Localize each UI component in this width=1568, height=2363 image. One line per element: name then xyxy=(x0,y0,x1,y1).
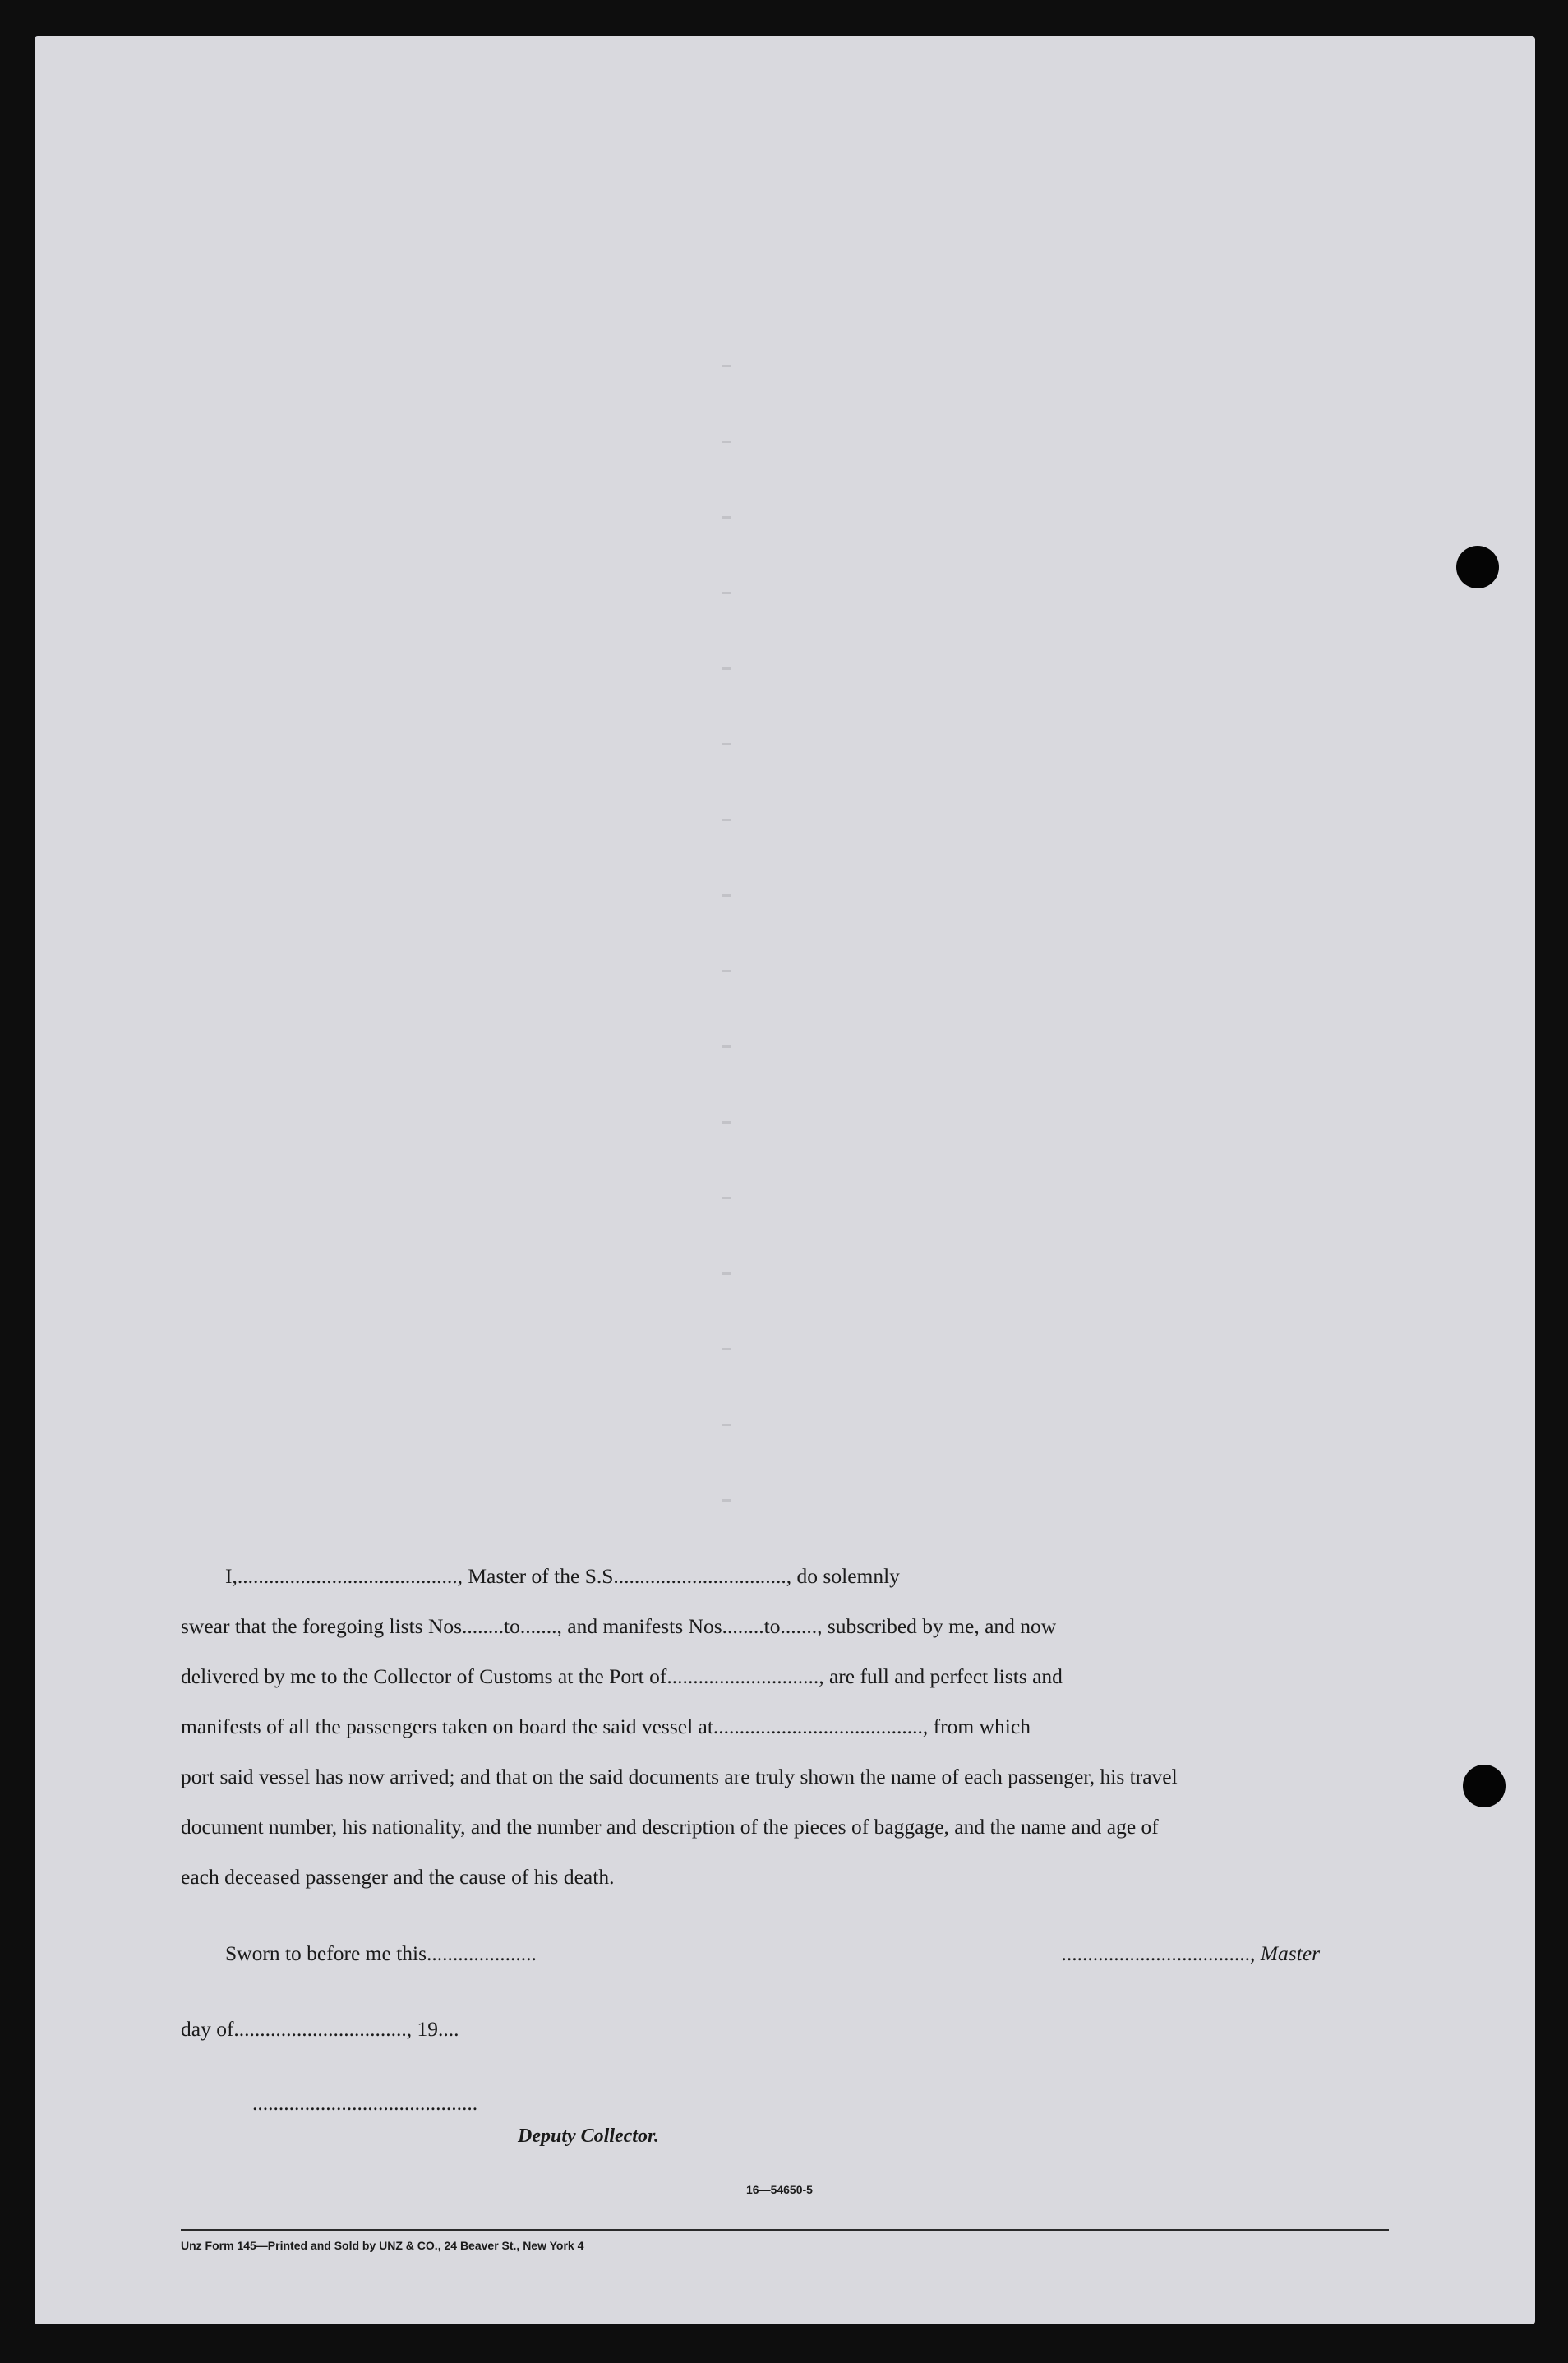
punch-hole-top xyxy=(1456,546,1499,588)
footer-divider xyxy=(181,2229,1389,2231)
master-oath-paragraph xyxy=(181,1551,1389,1902)
oath-line: swear that the foregoing lists Nos........to......., and manifests Nos........to......., subscribed by me, and now xyxy=(181,1614,1057,1638)
deputy-collector-label: Deputy Collector. xyxy=(518,2125,659,2147)
printer-footer: Unz Form 145—Printed and Sold by UNZ & CO., 24 Beaver St., New York 4 xyxy=(181,2239,584,2252)
oath-line: document number, his nationality, and the number and description of the pieces of baggage, and the name and age of xyxy=(181,1815,1159,1839)
form-code: 16—54650-5 xyxy=(746,2183,813,2196)
oath-line: port said vessel has now arrived; and that on the said documents are truly shown the name of each passenger, his travel xyxy=(181,1765,1178,1788)
punch-hole-bottom xyxy=(1463,1765,1506,1807)
master-label: Master xyxy=(1260,1941,1320,1965)
oath-line: each deceased passenger and the cause of his death. xyxy=(181,1865,615,1889)
day-field: day of................................., 19.... xyxy=(181,2017,459,2041)
document-sheet xyxy=(35,36,1535,2324)
sworn-date-field: Sworn to before me this..................... xyxy=(225,1941,537,1965)
oath-line: delivered by me to the Collector of Customs at the Port of............................., are full and perfect lists and xyxy=(181,1664,1063,1688)
oath-line: manifests of all the passengers taken on board the said vessel at........................................, from which xyxy=(181,1715,1031,1738)
master-signature-dots: ...................................., xyxy=(1061,1941,1261,1965)
master-signature-line xyxy=(1062,1941,1321,1966)
deputy-signature-dots: ........................................... xyxy=(252,2091,478,2115)
bleed-through-marks xyxy=(722,365,727,1557)
oath-line: I,.........................................., Master of the S.S................................., do solemnly xyxy=(225,1564,900,1588)
